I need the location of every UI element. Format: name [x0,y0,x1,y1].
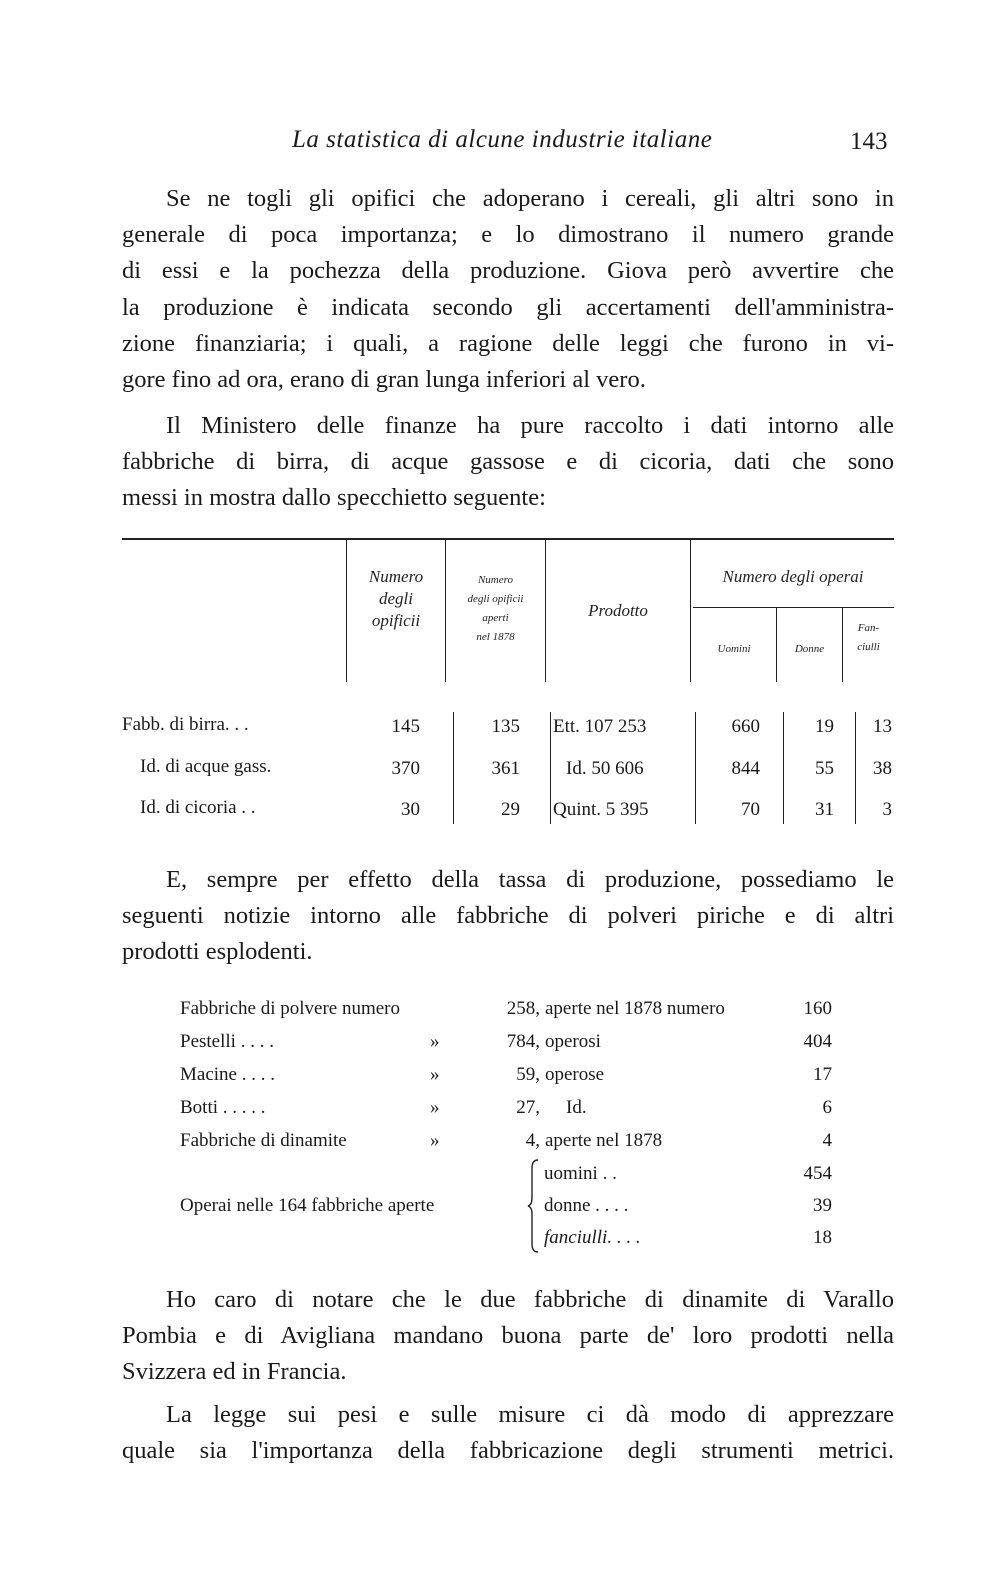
cell-fanciulli: 13 [873,716,892,737]
column-divider [550,712,551,824]
text-line: seguenti notizie intorno alle fabbriche di polveri piriche e di altri [122,902,894,930]
text-line: prodotti esplodenti. [122,938,313,966]
text-line: E, sempre per effetto della tassa di produzione, possediamo le [166,866,894,893]
list-label: Macine . . . . [180,1064,275,1085]
list-value: 404 [803,1031,832,1052]
paragraph-2 [122,408,894,517]
subheader-rule [693,607,894,608]
column-divider [690,540,691,682]
list-desc: operosi [545,1031,601,1052]
text-line: di essi e la pochezza della produzione. Giova però avvertire che [122,257,894,285]
header-fanciulli: Fan- ciulli [857,622,880,653]
cell-fanciulli: 3 [882,799,892,820]
column-divider [783,712,784,824]
text-line: Il Ministero delle finanze ha pure raccolto i dati intorno alle [166,412,894,439]
column-divider [545,540,546,682]
list-ditto: » [430,1064,440,1085]
header-prodotto: Prodotto [588,601,648,620]
text-line: la produzione è indicata secondo gli accertamenti dell'amministra- [122,293,894,321]
running-title: La statistica di alcune industrie italiane [292,126,713,153]
cell-numero: 30 [401,799,420,820]
cell-uomini: 844 [731,758,760,779]
cell-prodotto: Quint. 5 395 [553,799,649,820]
list-desc: Id. [566,1097,587,1118]
page-number: 143 [850,128,888,155]
list-desc: aperte nel 1878 numero [545,998,725,1019]
cell-aperti: 29 [501,799,520,820]
cell-uomini: 70 [741,799,760,820]
list-value: 17 [813,1064,832,1085]
text-line: Se ne togli gli opifici che adoperano i cereali, gli altri sono in [166,185,894,212]
workers-value: 39 [813,1195,832,1216]
list-count: 784, [506,1031,540,1052]
header-numero-operai: Numero degli operai [722,567,864,586]
text-line: generale di poca importanza; e lo dimostrano il numero grande [122,221,894,249]
cell-numero: 370 [391,758,420,779]
cell-donne: 19 [815,716,834,737]
workers-sublabel: donne . . . . [544,1195,629,1216]
text-line: Pombia e di Avigliana mandano buona parte de' loro prodotti nella [122,1322,894,1350]
cell-aperti: 361 [491,758,520,779]
cell-donne: 31 [815,799,834,820]
list-value: 4 [822,1130,832,1151]
text-line: Svizzera ed in Francia. [122,1358,347,1386]
list-count: 4, [525,1130,540,1151]
header-numero-opifici: Numero degli opificii [368,567,424,630]
column-divider [695,712,696,824]
header-opifici-aperti: Numero degli opificii aperti nel 1878 [467,574,524,643]
cell-numero: 145 [391,716,420,737]
list-label: Fabbriche di dinamite [180,1130,347,1151]
list-value: 6 [822,1097,832,1118]
paragraph-5 [122,1397,894,1469]
list-label: Pestelli . . . . [180,1031,274,1052]
text-line: zione finanziaria; i quali, a ragione delle leggi che furono in vi- [122,329,894,357]
header-uomini: Uomini [717,643,751,655]
list-label: Botti . . . . . [180,1097,266,1118]
list-label: Fabbriche di polvere numero [180,998,401,1019]
list-ditto: » [430,1031,440,1052]
list-ditto: » [430,1097,440,1118]
workers-sublabel: uomini . . [544,1163,617,1184]
workers-value: 18 [813,1227,832,1248]
header-donne: Donne [794,643,825,655]
cell-aperti: 135 [491,716,520,737]
cell-uomini: 660 [731,716,760,737]
cell-prodotto: Ett. 107 253 [553,716,647,737]
paragraph-1 [122,181,894,398]
cell-fanciulli: 38 [873,758,892,779]
list-value: 160 [803,998,832,1019]
cell-prodotto: Id. 50 606 [566,758,644,779]
workers-label: Operai nelle 164 fabbriche aperte [180,1195,435,1216]
list-desc: operose [545,1064,605,1085]
text-line: gore fino ad ora, erano di gran lunga inferiori al vero. [122,365,646,393]
workers-sublabel: fanciulli. . . . [544,1227,641,1248]
column-divider [346,540,347,682]
text-line: messi in mostra dallo specchietto seguente: [122,484,546,512]
list-count: 27, [516,1097,540,1118]
text-line: La legge sui pesi e sulle misure ci dà modo di apprezzare [166,1401,894,1428]
list-ditto: » [430,1130,440,1151]
row-label: Fabb. di birra. . . [122,714,249,735]
column-divider [453,712,454,824]
paragraph-4 [122,1282,894,1391]
column-divider [445,540,446,682]
text-line: quale sia l'importanza della fabbricazione degli strumenti metrici. [122,1437,894,1465]
text-line: Ho caro di notare che le due fabbriche di dinamite di Varallo [166,1286,894,1313]
text-line: fabbriche di birra, di acque gassose e di cicoria, dati che sono [122,448,894,476]
row-label: Id. di cicoria . . [140,797,256,818]
workers-value: 454 [803,1163,832,1184]
brace-icon [526,1158,542,1254]
paragraph-3 [122,862,894,971]
list-count: 258, [506,998,540,1019]
row-label: Id. di acque gass. [140,756,272,777]
list-desc: aperte nel 1878 [545,1130,663,1151]
cell-donne: 55 [815,758,834,779]
table-top-rule [122,538,894,540]
list-count: 59, [516,1064,540,1085]
column-divider [855,712,856,824]
